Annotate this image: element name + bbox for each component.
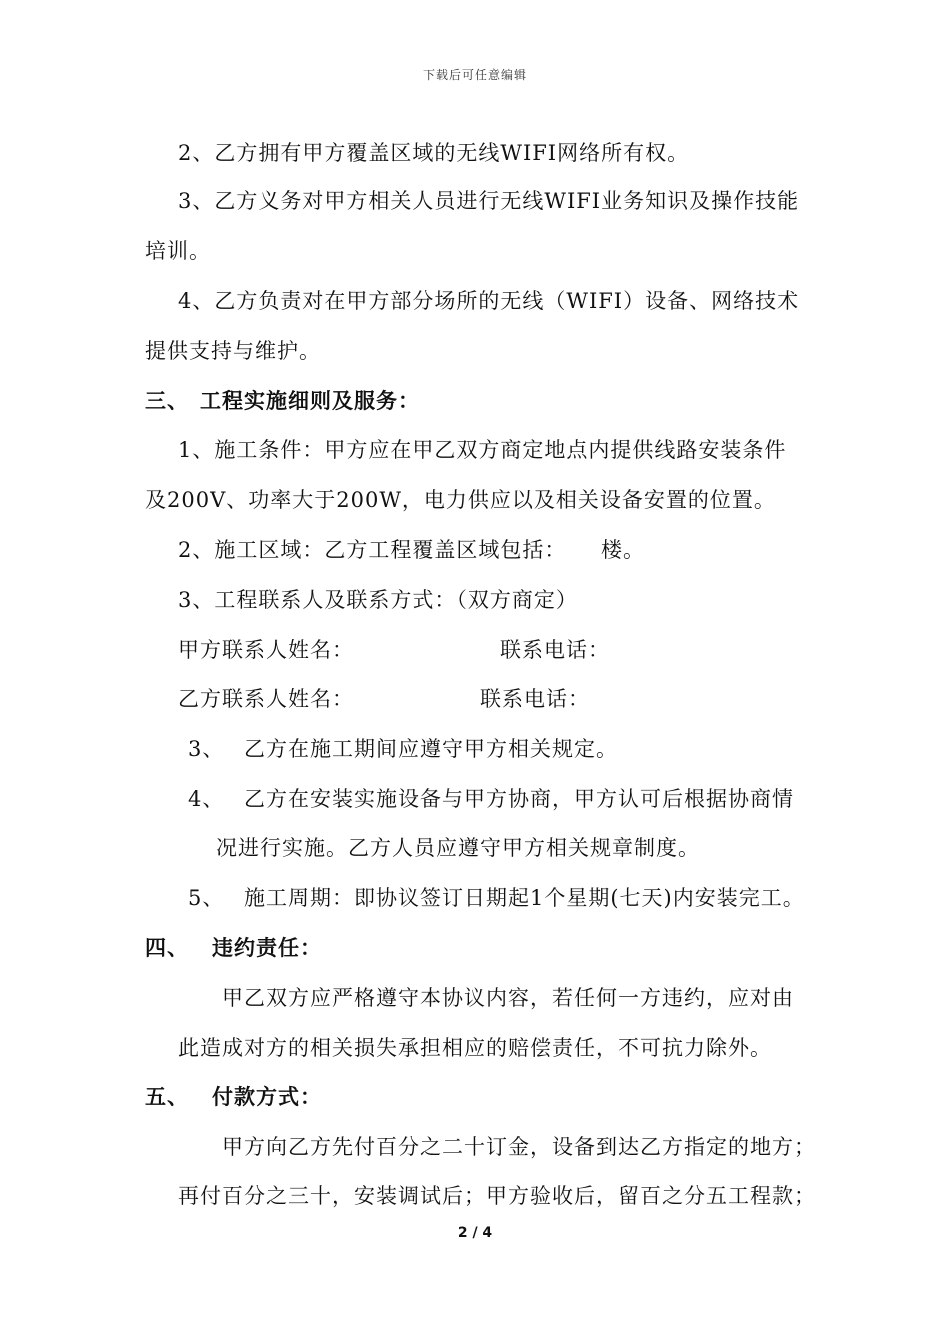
- section-5-title: 付款方式：: [212, 1084, 322, 1109]
- clause-3: 3、乙方义务对甲方相关人员进行无线WIFI业务知识及操作技能: [178, 189, 800, 213]
- section-4-title: 违约责任：: [212, 935, 322, 960]
- s5-para-1: 甲方向乙方先付百分之二十订金，设备到达乙方指定的地方；: [222, 1135, 816, 1159]
- clause-3-cont: 培训。: [145, 239, 211, 263]
- party-b-contact-name: 乙方联系人姓名：: [178, 687, 354, 711]
- list-4-text: 乙方在安装实施设备与甲方协商，甲方认可后根据协商情: [244, 787, 794, 811]
- s3-item-1-cont: 及200V、功率大于200W，电力供应以及相关设备安置的位置。: [145, 488, 776, 512]
- page-header: 下载后可任意编辑: [422, 68, 527, 82]
- list-4-cont: 况进行实施。乙方人员应遵守甲方相关规章制度。: [216, 836, 700, 860]
- party-a-contact-phone: 联系电话：: [500, 638, 610, 662]
- s3-item-1: 1、施工条件：甲方应在甲乙双方商定地点内提供线路安装条件: [178, 438, 787, 462]
- s3-item-2-floor: 楼。: [601, 538, 645, 562]
- list-5-number: 5、: [188, 886, 225, 910]
- section-5-number: 五、: [145, 1084, 189, 1109]
- list-5-text: 施工周期：即协议签订日期起1个星期(七天)内安装完工。: [244, 886, 805, 910]
- section-3-number: 三、: [145, 388, 189, 413]
- party-a-contact-name: 甲方联系人姓名：: [178, 638, 354, 662]
- section-4-number: 四、: [145, 935, 189, 960]
- section-3-title: 工程实施细则及服务：: [200, 388, 420, 413]
- s4-para-1: 甲乙双方应严格遵守本协议内容，若任何一方违约，应对由: [222, 986, 794, 1010]
- s3-item-2: 2、施工区域：乙方工程覆盖区域包括：: [178, 538, 567, 562]
- list-4-number: 4、: [188, 787, 225, 811]
- s3-item-3: 3、工程联系人及联系方式：（双方商定）: [178, 588, 578, 612]
- clause-2: 2、乙方拥有甲方覆盖区域的无线WIFI网络所有权。: [178, 141, 690, 165]
- page-number: 2 / 4: [457, 1225, 493, 1241]
- s4-para-2: 此造成对方的相关损失承担相应的赔偿责任，不可抗力除外。: [178, 1036, 772, 1060]
- list-3-number: 3、: [188, 737, 225, 761]
- party-b-contact-phone: 联系电话：: [480, 687, 590, 711]
- clause-4-cont: 提供支持与维护。: [145, 339, 321, 363]
- s5-para-2: 再付百分之三十，安装调试后；甲方验收后，留百之分五工程款；: [178, 1184, 816, 1208]
- clause-4: 4、乙方负责对在甲方部分场所的无线（WIFI）设备、网络技术: [178, 289, 800, 313]
- list-3-text: 乙方在施工期间应遵守甲方相关规定。: [244, 737, 618, 761]
